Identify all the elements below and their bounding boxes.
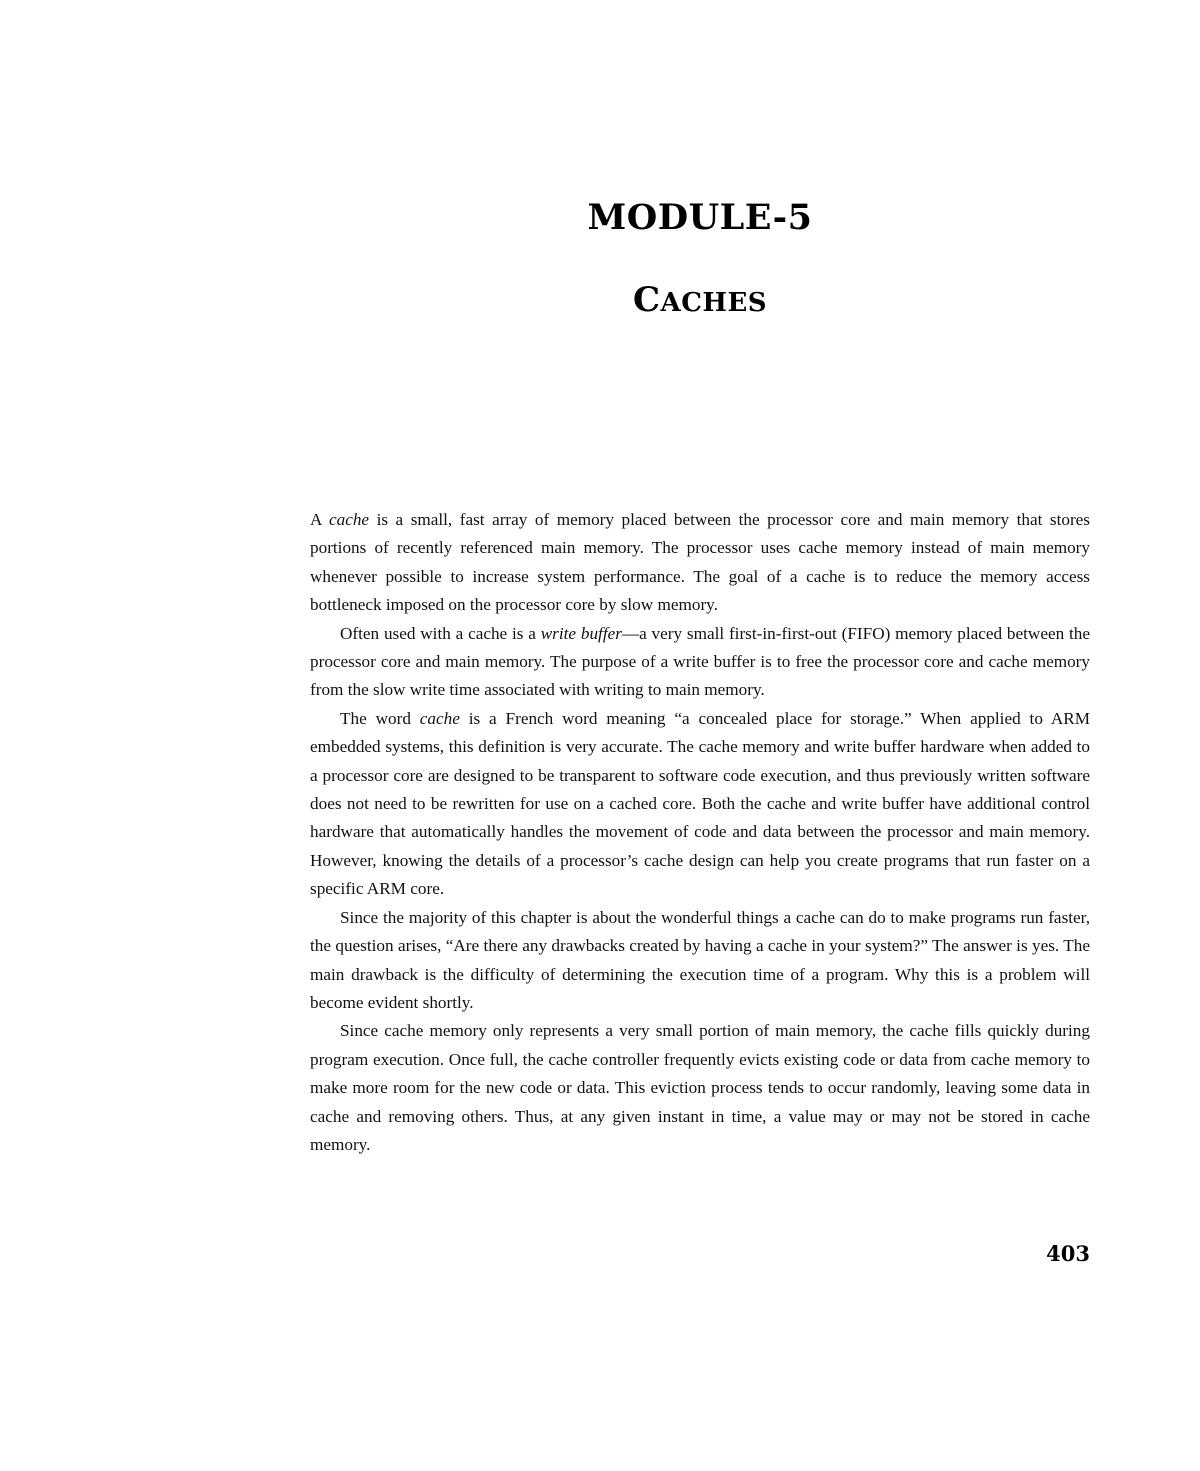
chapter-title-smallcaps: ACHES — [660, 288, 768, 318]
paragraph-2-run-2: write buffer — [540, 623, 622, 643]
chapter-title-initial: C — [632, 280, 661, 320]
body-text — [310, 506, 1090, 1159]
page-content — [310, 0, 1090, 1471]
paragraph-1 — [310, 506, 1090, 620]
paragraph-4-run-1: Since the majority of this chapter is about the wonderful things a cache can do to make programs run faster, the question arises, “Are there any drawbacks created by having a cache in your system?” The answer is yes. The main drawback is the difficulty of determining the execution time of a program. Why this is a problem will become evident shortly. — [310, 907, 1090, 1012]
paragraph-4 — [310, 904, 1090, 1018]
paragraph-1-run-2: cache — [328, 510, 370, 529]
chapter-title — [310, 238, 1090, 320]
paragraph-2-run-3: —a very small first-in-first-out (FIFO) memory placed between the processor core and main memory. The purpose of a write buffer is to free the processor core and cache memory from the slow write time associated with writing to main memory. — [310, 623, 1090, 700]
paragraph-5 — [310, 1017, 1090, 1159]
paragraph-2-run-1: Often used with a cache is a — [340, 623, 541, 643]
paragraph-3 — [310, 705, 1090, 904]
paragraph-1-run-3: is a small, fast array of memory placed between the processor core and main memory that stores portions of recently referenced main memory. The processor uses cache memory instead of main memory whenever possible to increase system performance. The goal of a cache is to reduce the memory access bottleneck imposed on the processor core by slow memory. — [310, 510, 1090, 615]
paragraph-5-run-1: Since cache memory only represents a very small portion of main memory, the cache fills quickly during program execution. Once full, the cache controller frequently evicts existing code or data from cache memory to make more room for the new code or data. This eviction process tends to occur randomly, leaving some data in cache and removing others. Thus, at any given instant in time, a value may or may not be stored in cache memory. — [310, 1021, 1090, 1154]
paragraph-2 — [310, 620, 1090, 705]
paragraph-1-run-1: A — [310, 510, 329, 529]
module-title: MODULE-5 — [587, 197, 813, 238]
paragraph-3-run-2: cache — [419, 708, 460, 728]
paragraph-3-run-3: is a French word meaning “a concealed place for storage.” When applied to ARM embedded systems, this definition is very accurate. The cache memory and write buffer hardware when added to a processor core are designed to be transparent to software code execution, and thus previously written software does not need to be rewritten for use on a cached core. Both the cache and write buffer have additional control hardware that automatically handles the movement of code and data between the processor and main memory. However, knowing the details of a processor’s cache design can help you create programs that run faster on a specific ARM core. — [310, 708, 1090, 899]
page-number: 403 — [1046, 1241, 1090, 1266]
paragraph-3-run-1: The word — [340, 708, 420, 728]
